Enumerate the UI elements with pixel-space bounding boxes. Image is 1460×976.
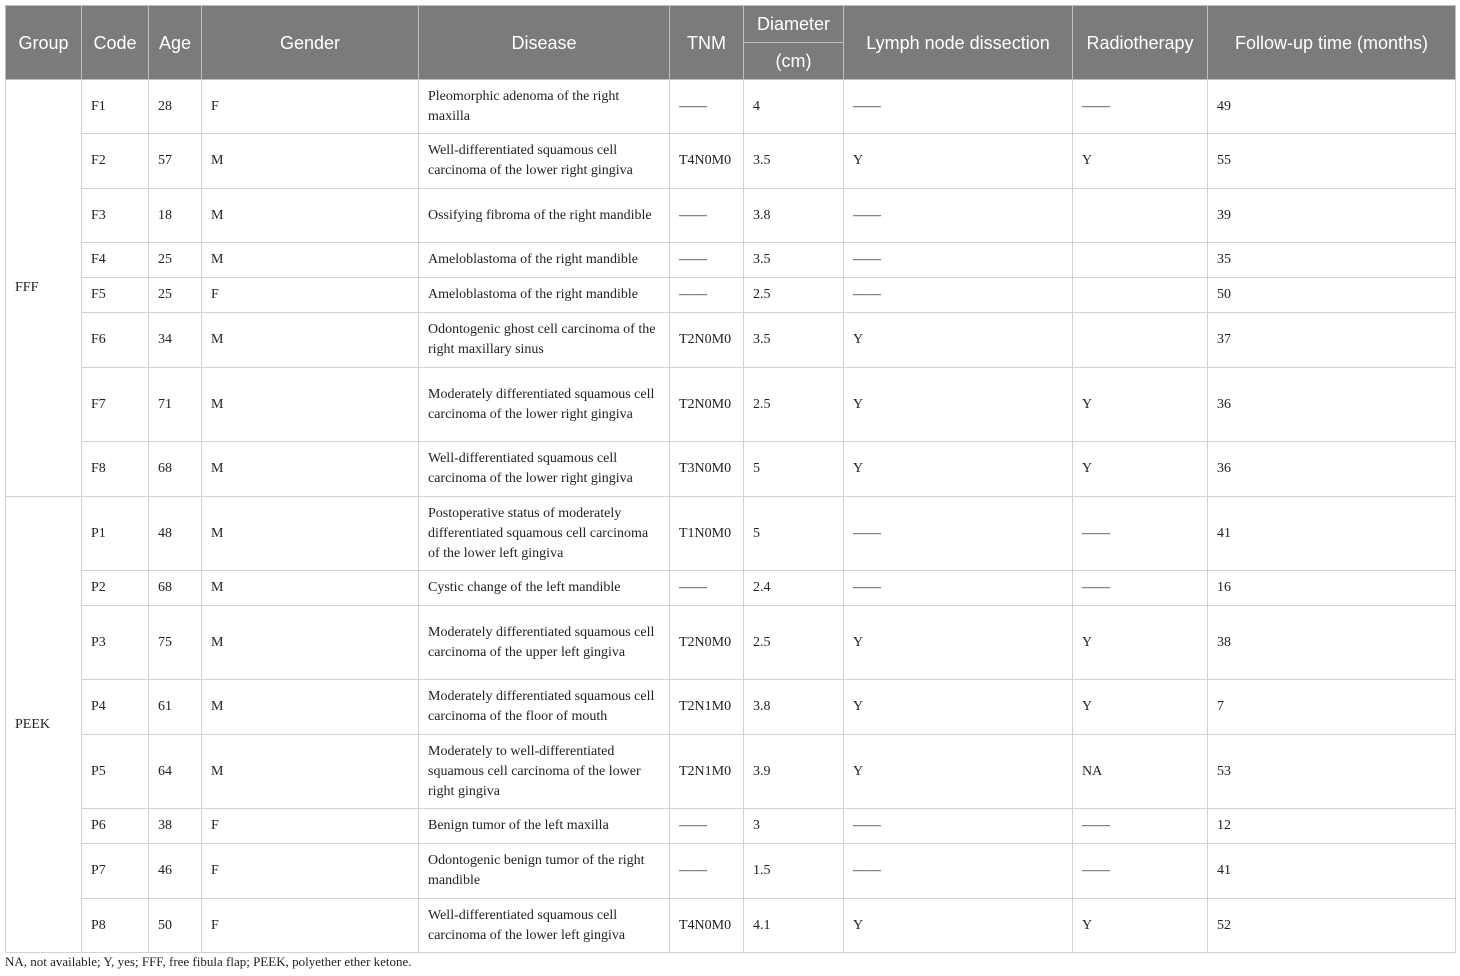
radiotherapy-cell: ——: [1073, 809, 1208, 844]
radiotherapy-cell: Y: [1073, 442, 1208, 497]
follow-up-time-cell: 35: [1208, 243, 1456, 278]
gender-cell: M: [202, 243, 419, 278]
header-lymph-node-dissection: Lymph node dissection: [844, 6, 1073, 80]
code-cell: P8: [82, 899, 149, 953]
gender-cell: F: [202, 899, 419, 953]
code-cell: P6: [82, 809, 149, 844]
radiotherapy-cell: Y: [1073, 606, 1208, 680]
follow-up-time-cell: 55: [1208, 134, 1456, 189]
gender-cell: M: [202, 313, 419, 368]
age-cell: 25: [149, 243, 202, 278]
group-cell: PEEK: [6, 497, 82, 953]
diameter-cell: 4.1: [744, 899, 844, 953]
age-cell: 34: [149, 313, 202, 368]
header-diameter-unit: (cm): [744, 43, 844, 80]
code-cell: F8: [82, 442, 149, 497]
lymph-node-dissection-cell: Y: [844, 680, 1073, 735]
table-footnote: NA, not available; Y, yes; FFF, free fibula flap; PEEK, polyether ether ketone.: [5, 954, 412, 969]
disease-cell: Well-differentiated squamous cell carcinoma of the lower right gingiva: [419, 442, 670, 497]
lymph-node-dissection-cell: Y: [844, 368, 1073, 442]
table-row: [6, 313, 1456, 368]
disease-cell: Moderately differentiated squamous cell carcinoma of the upper left gingiva: [419, 606, 670, 680]
diameter-cell: 2.4: [744, 571, 844, 606]
age-cell: 46: [149, 844, 202, 899]
age-cell: 48: [149, 497, 202, 571]
diameter-cell: 2.5: [744, 368, 844, 442]
follow-up-time-cell: 36: [1208, 442, 1456, 497]
gender-cell: F: [202, 844, 419, 899]
table-row: [6, 442, 1456, 497]
lymph-node-dissection-cell: ——: [844, 189, 1073, 243]
table-row: [6, 680, 1456, 735]
lymph-node-dissection-cell: ——: [844, 844, 1073, 899]
code-cell: F5: [82, 278, 149, 313]
disease-cell: Postoperative status of moderately differentiated squamous cell carcinoma of the lower left gingiva: [419, 497, 670, 571]
lymph-node-dissection-cell: Y: [844, 313, 1073, 368]
gender-cell: F: [202, 278, 419, 313]
age-cell: 50: [149, 899, 202, 953]
disease-cell: Pleomorphic adenoma of the right maxilla: [419, 80, 670, 134]
table-row: [6, 80, 1456, 134]
disease-cell: Odontogenic benign tumor of the right mandible: [419, 844, 670, 899]
follow-up-time-cell: 38: [1208, 606, 1456, 680]
diameter-cell: 5: [744, 497, 844, 571]
disease-cell: Cystic change of the left mandible: [419, 571, 670, 606]
follow-up-time-cell: 16: [1208, 571, 1456, 606]
table-row: [6, 571, 1456, 606]
disease-cell: Moderately differentiated squamous cell carcinoma of the lower right gingiva: [419, 368, 670, 442]
table-row: [6, 243, 1456, 278]
tnm-cell: ——: [670, 189, 744, 243]
follow-up-time-cell: 37: [1208, 313, 1456, 368]
tnm-cell: T1N0M0: [670, 497, 744, 571]
disease-cell: Ossifying fibroma of the right mandible: [419, 189, 670, 243]
lymph-node-dissection-cell: ——: [844, 497, 1073, 571]
diameter-cell: 3.5: [744, 313, 844, 368]
gender-cell: F: [202, 80, 419, 134]
header-follow-up-time: Follow-up time (months): [1208, 6, 1456, 80]
header-age: Age: [149, 6, 202, 80]
age-cell: 75: [149, 606, 202, 680]
gender-cell: M: [202, 497, 419, 571]
tnm-cell: T4N0M0: [670, 134, 744, 189]
disease-cell: Ameloblastoma of the right mandible: [419, 278, 670, 313]
tnm-cell: ——: [670, 809, 744, 844]
lymph-node-dissection-cell: ——: [844, 278, 1073, 313]
follow-up-time-cell: 50: [1208, 278, 1456, 313]
tnm-cell: T2N1M0: [670, 680, 744, 735]
header-group: Group: [6, 6, 82, 80]
diameter-cell: 3: [744, 809, 844, 844]
gender-cell: M: [202, 134, 419, 189]
radiotherapy-cell: NA: [1073, 735, 1208, 809]
follow-up-time-cell: 53: [1208, 735, 1456, 809]
header-disease: Disease: [419, 6, 670, 80]
diameter-cell: 4: [744, 80, 844, 134]
lymph-node-dissection-cell: Y: [844, 442, 1073, 497]
lymph-node-dissection-cell: Y: [844, 134, 1073, 189]
table-row: [6, 368, 1456, 442]
gender-cell: M: [202, 442, 419, 497]
patient-table: [5, 5, 1456, 953]
code-cell: F1: [82, 80, 149, 134]
diameter-cell: 1.5: [744, 844, 844, 899]
follow-up-time-cell: 36: [1208, 368, 1456, 442]
tnm-cell: T2N1M0: [670, 735, 744, 809]
diameter-cell: 3.5: [744, 243, 844, 278]
age-cell: 68: [149, 571, 202, 606]
lymph-node-dissection-cell: Y: [844, 899, 1073, 953]
age-cell: 71: [149, 368, 202, 442]
table-row: [6, 189, 1456, 243]
age-cell: 25: [149, 278, 202, 313]
diameter-cell: 2.5: [744, 606, 844, 680]
code-cell: P5: [82, 735, 149, 809]
radiotherapy-cell: ——: [1073, 497, 1208, 571]
code-cell: F2: [82, 134, 149, 189]
gender-cell: M: [202, 368, 419, 442]
radiotherapy-cell: Y: [1073, 680, 1208, 735]
age-cell: 68: [149, 442, 202, 497]
lymph-node-dissection-cell: ——: [844, 243, 1073, 278]
code-cell: F3: [82, 189, 149, 243]
code-cell: P7: [82, 844, 149, 899]
code-cell: F7: [82, 368, 149, 442]
radiotherapy-cell: ——: [1073, 80, 1208, 134]
radiotherapy-cell: [1073, 313, 1208, 368]
follow-up-time-cell: 52: [1208, 899, 1456, 953]
code-cell: P2: [82, 571, 149, 606]
age-cell: 38: [149, 809, 202, 844]
lymph-node-dissection-cell: Y: [844, 735, 1073, 809]
age-cell: 18: [149, 189, 202, 243]
diameter-cell: 3.8: [744, 189, 844, 243]
age-cell: 61: [149, 680, 202, 735]
follow-up-time-cell: 41: [1208, 844, 1456, 899]
gender-cell: M: [202, 680, 419, 735]
header-gender: Gender: [202, 6, 419, 80]
gender-cell: M: [202, 189, 419, 243]
table-row: [6, 134, 1456, 189]
radiotherapy-cell: [1073, 243, 1208, 278]
disease-cell: Moderately differentiated squamous cell carcinoma of the floor of mouth: [419, 680, 670, 735]
tnm-cell: ——: [670, 278, 744, 313]
disease-cell: Benign tumor of the left maxilla: [419, 809, 670, 844]
gender-cell: M: [202, 735, 419, 809]
age-cell: 64: [149, 735, 202, 809]
tnm-cell: T2N0M0: [670, 313, 744, 368]
age-cell: 57: [149, 134, 202, 189]
table-row: [6, 497, 1456, 571]
diameter-cell: 3.9: [744, 735, 844, 809]
diameter-cell: 2.5: [744, 278, 844, 313]
follow-up-time-cell: 49: [1208, 80, 1456, 134]
disease-cell: Well-differentiated squamous cell carcinoma of the lower left gingiva: [419, 899, 670, 953]
gender-cell: M: [202, 571, 419, 606]
header-code: Code: [82, 6, 149, 80]
code-cell: F6: [82, 313, 149, 368]
gender-cell: F: [202, 809, 419, 844]
gender-cell: M: [202, 606, 419, 680]
tnm-cell: ——: [670, 243, 744, 278]
lymph-node-dissection-cell: ——: [844, 80, 1073, 134]
radiotherapy-cell: [1073, 189, 1208, 243]
radiotherapy-cell: Y: [1073, 899, 1208, 953]
group-cell: FFF: [6, 80, 82, 497]
code-cell: P3: [82, 606, 149, 680]
code-cell: P4: [82, 680, 149, 735]
age-cell: 28: [149, 80, 202, 134]
follow-up-time-cell: 39: [1208, 189, 1456, 243]
tnm-cell: T3N0M0: [670, 442, 744, 497]
tnm-cell: ——: [670, 80, 744, 134]
disease-cell: Well-differentiated squamous cell carcinoma of the lower right gingiva: [419, 134, 670, 189]
radiotherapy-cell: Y: [1073, 134, 1208, 189]
disease-cell: Odontogenic ghost cell carcinoma of the right maxillary sinus: [419, 313, 670, 368]
disease-cell: Moderately to well-differentiated squamous cell carcinoma of the lower right gingiva: [419, 735, 670, 809]
code-cell: P1: [82, 497, 149, 571]
diameter-cell: 3.8: [744, 680, 844, 735]
table-row: [6, 809, 1456, 844]
header-radiotherapy: Radiotherapy: [1073, 6, 1208, 80]
table-body: [6, 80, 1456, 953]
diameter-cell: 5: [744, 442, 844, 497]
lymph-node-dissection-cell: Y: [844, 606, 1073, 680]
table-row: [6, 735, 1456, 809]
diameter-cell: 3.5: [744, 134, 844, 189]
table-row: [6, 278, 1456, 313]
tnm-cell: T2N0M0: [670, 368, 744, 442]
header-diameter: Diameter: [744, 6, 844, 43]
table-row: [6, 606, 1456, 680]
radiotherapy-cell: ——: [1073, 844, 1208, 899]
follow-up-time-cell: 12: [1208, 809, 1456, 844]
table-row: [6, 844, 1456, 899]
radiotherapy-cell: ——: [1073, 571, 1208, 606]
header-tnm: TNM: [670, 6, 744, 80]
table-row: [6, 899, 1456, 953]
tnm-cell: T2N0M0: [670, 606, 744, 680]
radiotherapy-cell: [1073, 278, 1208, 313]
lymph-node-dissection-cell: ——: [844, 571, 1073, 606]
radiotherapy-cell: Y: [1073, 368, 1208, 442]
code-cell: F4: [82, 243, 149, 278]
follow-up-time-cell: 41: [1208, 497, 1456, 571]
follow-up-time-cell: 7: [1208, 680, 1456, 735]
tnm-cell: ——: [670, 571, 744, 606]
disease-cell: Ameloblastoma of the right mandible: [419, 243, 670, 278]
tnm-cell: ——: [670, 844, 744, 899]
tnm-cell: T4N0M0: [670, 899, 744, 953]
lymph-node-dissection-cell: ——: [844, 809, 1073, 844]
